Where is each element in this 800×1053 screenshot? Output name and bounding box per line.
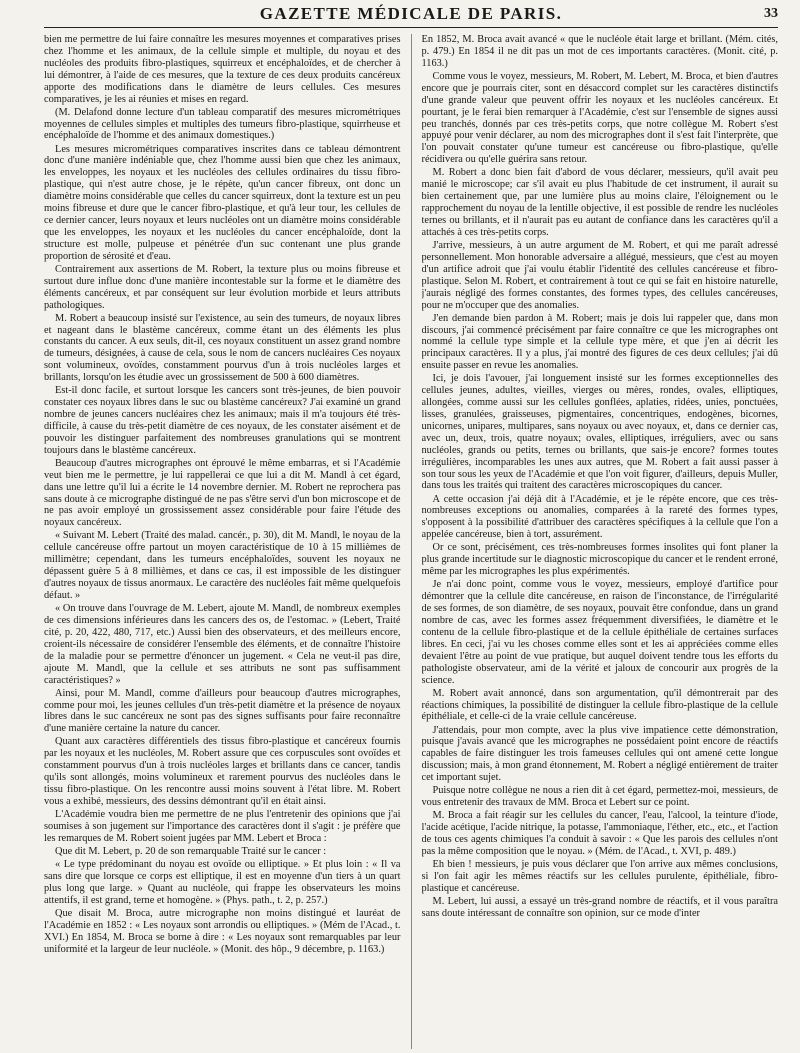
paragraph: (M. Delafond donne lecture d'un tableau comparatif des mesures micrométriques moyennes de cellules simples et multiples des tumeurs fibro-plastique, squirrheuse et encéphaloïde de l'homme et des animaux domestiques.)	[44, 106, 401, 142]
paragraph: L'Académie voudra bien me permettre de ne plus l'entretenir des opinions que j'ai soumises à son jugement sur l'importance des caractères dont il s'agit : je préfère que les remarques de M. Robert soient jugées par MM. Lebert et Broca :	[44, 809, 401, 844]
paragraph: Quant aux caractères différentiels des tissus fibro-plastique et cancéreux fournis par les noyaux et les nucléoles, M. Robert assure que ces corpuscules sont ovoïdes et constamment pourvus d'un à trois nucléoles larges et brillants dans ce cancer, tandis qu'ils sont allongés, moins volumineux et rarement pourvus des nucléoles dans le tissu fibro-plastique. On les rencontre aussi moins souvent à l'état libre. M. Robert vous a exhibé, messieurs, des dessins démontrant qu'il en était ainsi.	[44, 736, 401, 807]
paragraph: J'arrive, messieurs, à un autre argument de M. Robert, et qui me paraît adressé personnellement. Mon honorable adversaire a allégué, messieurs, que c'est au moyen d'un artifice adroit que j'ai voulu établir l'identité des cellules cancéreuse et fibro-plastique. Selon M. Robert, et contrairement à tout ce qui se fait en histoire naturelle, j'aurais négligé des formes constantes, des formes types, des cellules cancéreuses, pour ne m'occuper que des anomalies.	[421, 239, 778, 311]
paragraph: J'en demande bien pardon à M. Robert; mais je dois lui rappeler que, dans mon discours, j'ai commencé précisément par faire connaître ce que les micrographes ont nommé la cellule type simple et la cellule type mère, et que j'en ai décrit les principaux caractères. Il y a plus, j'ai montré des figures de ces deux cellules; j'ai dû ensuite passer en revue les anomalies.	[421, 312, 778, 372]
page-header	[44, 0, 778, 34]
paragraph: En 1852, M. Broca avait avancé « que le nucléole était large et brillant. (Mém. cités, p. 479.) En 1854 il ne dit pas un mot de ces importants caractères. (Monit. cité, p. 1163.)	[421, 34, 778, 69]
page-number: 33	[764, 6, 778, 21]
paragraph: « Suivant M. Lebert (Traité des malad. cancér., p. 30), dit M. Mandl, le noyau de la cellule cancéreuse offre partout un moyen caractéristique de 10 à 15 millièmes de millimètre; cependant, dans les tumeurs encéphaloïdes, souvent les noyaux ne dépassent guère 5 à 8 millièmes, et dans ce cas, il est impossible de les distinguer d'autres noyaux de tissus anormaux. Le caractère des nucléoles fait même quelquefois défaut. »	[44, 530, 401, 601]
paragraph: bien me permettre de lui faire connaître les mesures moyennes et comparatives prises chez l'homme et les animaux, de la cellule simple et multiple, du noyau et des nucléoles des produits fibro-plastiques, squirreux et encéphaloïdes, et de chercher à lui démontrer, à l'aide de ces mesures, que la texture de ces deux produits cancéreux apporte des modifications dans le diamètre de leurs cellules. Ces mesures comparatives, je les ai réunies et mises en regard.	[44, 34, 401, 105]
left-column	[44, 34, 401, 1049]
paragraph: Eh bien ! messieurs, je puis vous déclarer que l'on arrive aux mêmes conclusions, si l'on fait agir les mêmes réactifs sur les cellules purulente, épithéliale, fibro-plastique et cancéreuse.	[421, 859, 778, 894]
paragraph: Ici, je dois l'avouer, j'ai longuement insisté sur les formes exceptionnelles des cellules jeunes, adultes, vieilles, vierges ou mères, rondes, ovales, elliptiques, allongées, comme aussi sur les cellules gonflées, aplaties, ridées, unies, ponctuées, lisses, granulées, graisseuses, pigmentaires, concentriques, endogènes, bicornes, unicornes, unipares, multipares, sans noyaux ou avec noyaux, et, dans ce dernier cas, avec un, deux, trois, quatre noyaux; ovales, elliptiques, irréguliers, avec ou sans nucléoles, grands ou petits, ternes ou brillants, que sais-je encore? formes toutes irrégulières, incomparables les unes aux autres, que M. Robert a fait aussi passer à son tour sous les yeux de l'Académie et que l'on voit figurer, d'ailleurs, depuis Muller, dans tous les traités qui traitent des caractères microscopiques du cancer.	[421, 373, 778, 492]
text-columns	[44, 34, 778, 1049]
paragraph: J'attendais, pour mon compte, avec la plus vive impatience cette démonstration, puisque j'avais avancé que les micrographes ne possédaient point encore de réactifs capables de faire distinguer les trois fameuses cellules qui ont amené cette longue discussion; mais, à mon grand étonnement, M. Robert a négligé entièrement de traiter cet important sujet.	[421, 724, 778, 784]
paragraph: M. Robert a donc bien fait d'abord de vous déclarer, messieurs, qu'il avait peu manié le microscope; car s'il avait eu plus l'habitude de cet instrument, il aurait su bien certainement que, par une lumière plus au moins claire, l'éloignement ou le rapprochement du noyau de la lentille objective, il est possible de rendre les nucléoles ternes ou brillants, et il n'aurait pas eu autant de confiance dans les caractères qu'il a attachés à ces très-petits corps.	[421, 167, 778, 238]
running-title: GAZETTE MÉDICALE DE PARIS.	[259, 4, 563, 23]
paragraph: Les mesures micrométriques comparatives inscrites dans ce tableau démontrent donc d'une manière indéniable que, chez l'homme aussi bien que chez les animaux, les enveloppes, les noyaux et les nucléoles des cellules ordinaires du tissu fibro-plastique, qui n'est autre chose, je le répète, qu'un cancer fibreux, ont donc un diamètre moins considérable que celles du cancer squirreux, dont la texture est un peu moins fibreuse et dure que le cancer fibro-plastique, et qu'à leur tour, les cellules de ce dernier cancer, leurs noyaux et leurs nucléoles ont un diamètre moins considérable que les enveloppes, les noyaux et les nucléoles du cancer encéphaloïde, dont la structure est molle, pulpeuse et pénétrée d'un suc contenant une plus grande proportion de sérosité et d'eau.	[44, 143, 401, 262]
paragraph: M. Robert avait annoncé, dans son argumentation, qu'il démontrerait par des réactions chimiques, la possibilité de distinguer la cellule fibro-plastique de la cellule épithéliale, et celle-ci de la vraie cellule cancéreuse.	[421, 687, 778, 723]
paragraph: M. Broca a fait réagir sur les cellules du cancer, l'eau, l'alcool, la teinture d'iode, l'acide acétique, l'acide nitrique, la potasse, l'ammoniaque, l'éther, etc., etc., et l'action de tous ces agents chimiques l'a conduit à savoir : « Que les parois des cellules n'ont pas la même composition que le noyau. » (Mém. de l'Acad., t. XVI, p. 489.)	[421, 810, 778, 857]
paragraph: Beaucoup d'autres micrographes ont éprouvé le même embarras, et si l'Académie veut bien me le permettre, je lui rappellerai ce que lui a dit M. Mandl à cet égard, dans une lettre qu'il lui a écrite le 14 novembre dernier. M. Robert ne reprochera pas sans doute à ce micrographe distingué de ne pas s'être servi d'un bon microscope et de ne pas avoir employé un grossissement assez considérable pour faire l'étude des noyaux cancéreux.	[44, 457, 401, 529]
right-column	[422, 34, 779, 1049]
column-divider	[411, 34, 412, 1049]
paragraph: Je n'ai donc point, comme vous le voyez, messieurs, employé d'artifice pour démontrer que la cellule dite cancéreuse, en raison de l'inconstance, de l'irrégularité de ses formes, de son diamètre, de ses noyaux, pouvait être confondue, dans un grand nombre de cas, avec les formes assez fréquemment diversifiées, le diamètre et le contenu de la cellule fibro-plastique et de la cellule épithéliale de certaines surfaces libres. En ceci, j'ai vu les choses comme elles sont et les ai appréciées comme elles devaient l'être au point de vue pratique, but auquel doivent tendre tous les efforts du pathologiste observateur, ami de la vérité et jaloux de concourir aux progrès de la science.	[421, 579, 778, 686]
paragraph: Ainsi, pour M. Mandl, comme d'ailleurs pour beaucoup d'autres micrographes, comme pour moi, les jeunes cellules d'un très-petit diamètre et la présence de noyaux libres dans le suc cancéreux ne sont pas des signes suffisants pour faire reconnaître d'une manière certaine la nature du cancer.	[44, 687, 401, 735]
paragraph: M. Lebert, lui aussi, a essayé un très-grand nombre de réactifs, et il vous paraîtra sans doute intéressant de connaître son opinion, sur ce mode d'inter	[421, 895, 778, 919]
paragraph: Que disait M. Broca, autre micrographe non moins distingué et lauréat de l'Académie en 1852 : « Les noyaux sont arrondis ou elliptiques. » (Mém de l'Acad., t. XVI.) En 1854, M. Broca se borne à dire : « Les noyaux sont remarquables par leur uniformité et la largeur de leur nucléole. » (Monit. des hôp., 9 décembre, p. 1163.)	[44, 907, 401, 955]
paragraph: M. Robert a beaucoup insisté sur l'existence, au sein des tumeurs, de noyaux libres et nageant dans le blastème cancéreux, comme étant un des éléments les plus constants du cancer. A eux seuls, dit-il, ces noyaux constituent un assez grand nombre de tumeurs, désignées, à cause de cela, sous le nom de cancers nucléaires Ces noyaux sont volumineux, ovoïdes, constamment pourvus d'un à trois nucléoles larges et brillants, lorsqu'on les étudie avec un grossissement de 500 à 600 diamètres.	[44, 312, 401, 384]
paragraph: Or ce sont, précisément, ces très-nombreuses formes insolites qui font planer la plus grande incertitude sur le diagnostic microscopique du cancer et le rendent erroné, même par les micrographes les plus expérimentés.	[421, 542, 778, 578]
paragraph: A cette occasion j'ai déjà dit à l'Académie, et je le répète encore, que ces très-nombreuses exceptions ou anomalies, comparées à la rareté des formes types, s'opposent à la possibilité d'attribuer des caractères spécifiques à la cellule que l'on a appelée cancéreuse, bien à tort, assurément.	[421, 493, 778, 541]
header-rule	[44, 27, 778, 28]
paragraph: Puisque notre collègue ne nous a rien dit à cet égard, permettez-moi, messieurs, de vous entretenir des travaux de MM. Broca et Lebert sur ce point.	[421, 785, 778, 809]
paragraph: Contrairement aux assertions de M. Robert, la texture plus ou moins fibreuse et surtout dure influe donc d'une manière incontestable sur la forme et le diamètre des éléments cancéreux, et par conséquent sur leur évolution morbide et leurs attributs pathologiques.	[44, 263, 401, 311]
paragraph: Comme vous le voyez, messieurs, M. Robert, M. Lebert, M. Broca, et bien d'autres encore que je pourrais citer, sont en désaccord complet sur les caractères distinctifs d'une grande valeur que peuvent offrir les noyaux et les nucléoles cancéreux. Et pourtant, je le ferai bien remarquer à l'Académie, c'est sur l'ensemble de signes aussi peu tranchés, donnés par ces très-petits corps, que notre collègue M. Robert s'est appuyé pour venir déclarer, au nom des micrographes dont il s'est fait l'interprète, que l'on pouvait constater qu'une tumeur est cancéreuse ou fibro-plastique, qu'elle récidivera ou qu'elle guérira sans retour.	[421, 70, 778, 166]
paragraph: Que dit M. Lebert, p. 20 de son remarquable Traité sur le cancer :	[55, 845, 327, 857]
paragraph: « Le type prédominant du noyau est ovoïde ou elliptique. » Et plus loin : « Il va sans dire que lorsque ce corps est elliptique, il est en moyenne d'un tiers à un quart plus long que large. » Quant au nucléole, qui frappe les observateurs les moins attentifs, il est grand, terne et homogène. » (Phys. path., t. 2, p. 257.)	[44, 859, 401, 906]
paragraph: Est-il donc facile, et surtout lorsque les cancers sont très-jeunes, de bien pouvoir constater ces noyaux libres dans le suc ou blastème cancéreux? J'ai examiné un grand nombre de jeunes cancers nucléaires chez les animaux; mais il m'a toujours été très-difficile, à cause du très-petit diamètre de ces noyaux, de les constater aisément et de pouvoir les distinguer parfaitement des nombreuses granulations qui se montrent toujours dans le blastème cancéreux.	[44, 385, 401, 456]
paragraph: « On trouve dans l'ouvrage de M. Lebert, ajoute M. Mandl, de nombreux exemples de ces dimensions inférieures dans les cancers des os, de l'estomac. » (Lebert, Traité cité, p. 20, 422, 480, 717, etc.) Aussi bien des observateurs, et des meilleurs encore, croient-ils nécessaire de considérer l'ensemble des éléments, et de connaître l'histoire de la maladie pour se permettre d'énoncer un jugement. « Cela ne veut-il pas dire, ajoute M. Mandl, que la cellule et ses attributs ne sont pas suffisamment caractéristiques? »	[44, 603, 401, 686]
